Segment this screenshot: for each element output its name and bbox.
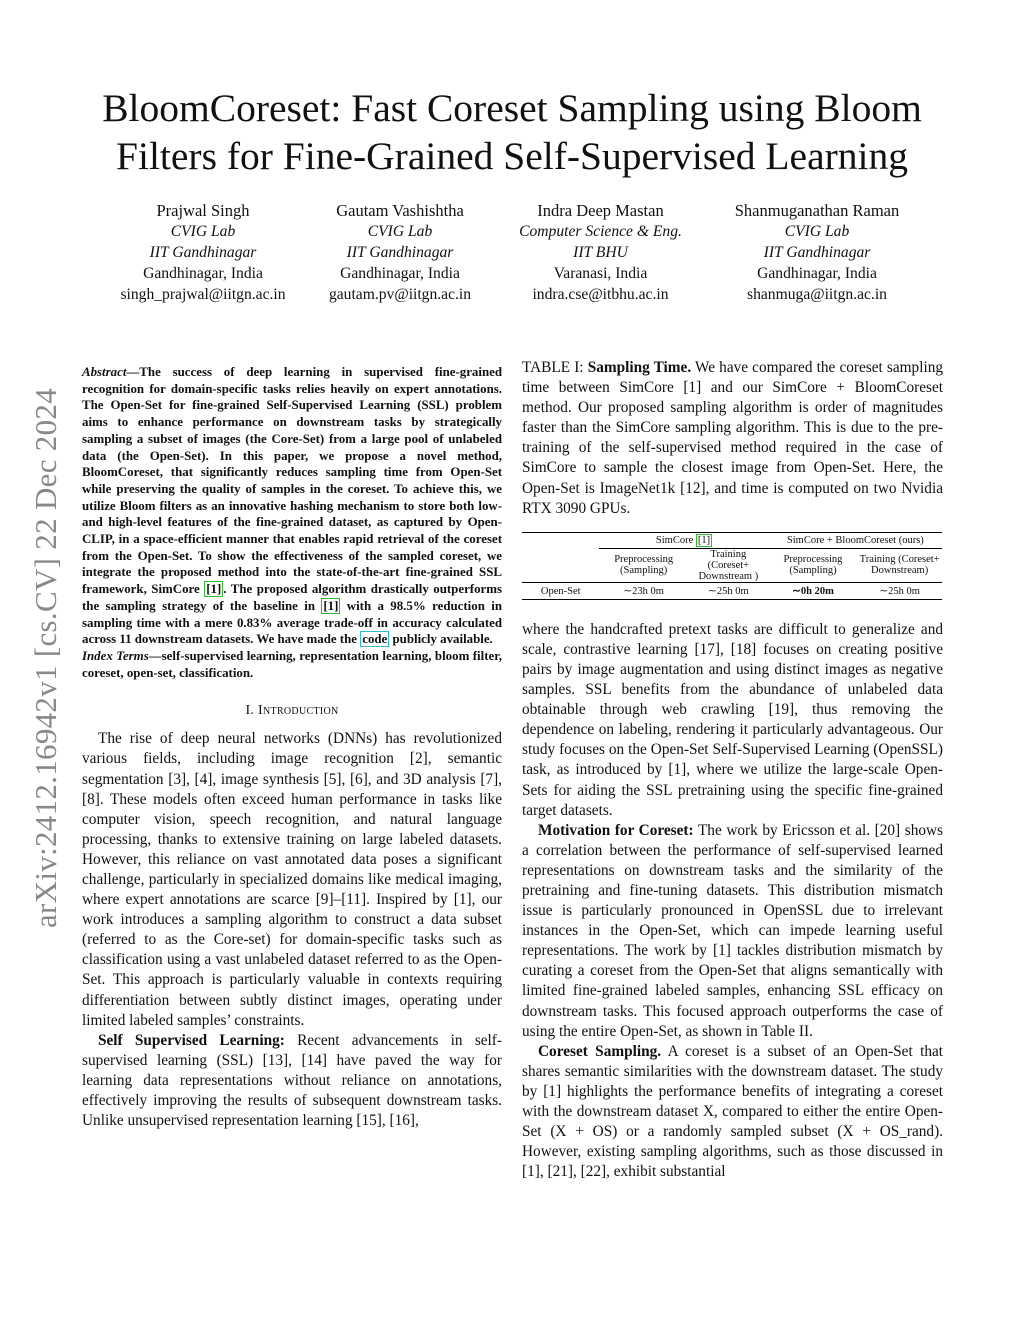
table-column-header: Preprocessing (Sampling) xyxy=(599,548,688,582)
abstract: Abstract—The success of deep learning in supervised fine-grained recognition for domain-specific tasks relies heavily on expert annotations. The Open-Set for fine-grained Self-Supervised Learning (SSL) problem aims to enhance performance on downstream tasks by strategically sampling a subset of images (the Core-Set) from a large pool of unlabeled data (the Open-Set). In this paper, we propose a novel method, BloomCoreset, that significantly reduces sampling time from Open-Set while preserving the quality of samples in the coreset. To achieve this, we utilize Bloom filters as an innovative hashing mechanism to store both low- and high-level features of the fine-grained dataset, as captured by Open-CLIP, in a space-efficient manner that enables rapid retrieval of the coreset from the Open-Set. To show the effectiveness of the sampled coreset, we integrate the proposed method into the state-of-the-art fine-grained SSL framework, SimCore [1] . The proposed algorithm drastically outperforms the sampling strategy of the baseline in [1] with a 98.5% reduction in sampling time with a mere 0.83% average trade-off in accuracy calculated across 11 downstream datasets. We have made the code publicly available. xyxy=(82,365,502,647)
author-email: shanmuga@iitgn.ac.in xyxy=(747,286,887,303)
table-cell: ∼25h 0m xyxy=(857,582,942,599)
body-paragraph: where the handcrafted pretext tasks are difficult to generalize and scale, contrastive learning [17], [18] focuses on creating positive pairs by image augmentation and using distinct images as negative samples. SSL benefits from the abundance of unlabeled data obtainable through web crawling [19], thus removing the dependence on labeling, rendering it particularly advantageous. Our study focuses on the Open-Set Self-Supervised Learning (OpenSSL) task, as introduced by [1], where we utilize the large-scale Open-Sets for aiding the SSL pretraining using the specific fine-grained target datasets. xyxy=(522,620,943,819)
author-email: indra.cse@itbhu.ac.in xyxy=(532,286,669,303)
table-cell: ∼23h 0m xyxy=(599,582,688,599)
motivation-heading: Motivation for Coreset: xyxy=(538,821,694,839)
ssl-paragraph: Self Supervised Learning: Recent advancements in self-supervised learning (SSL) [13], [14] have paved the way for learning data representations without reliance on annotations, effectively improving the results of subsequent downstream tasks. Unlike unsupervised representation learning [15], [16], xyxy=(82,1031,502,1130)
index-terms: Index Terms—self-supervised learning, representation learning, bloom filter, coreset, open-set, classification. xyxy=(82,648,502,680)
motivation-paragraph: Motivation for Coreset: The work by Ericsson et al. [20] shows a correlation between the performance of self-supervised learned representations on downstream tasks and the similarity of the pretraining and fine-tuning datasets. This distribution mismatch issue is particularly pronounced in OpenSSL due to irrelevant instances in the Open-Set, which can impede learning useful representations. The work by [1] tackles distribution mismatch by curating a coreset from the Open-Set that aligns semantically with limited fine-grained labeled samples, enhancing SSL efficacy on downstream tasks. This focused approach outperforms the case of using the entire Open-Set, as shown in Table II. xyxy=(522,821,943,1040)
author-email: gautam.pv@iitgn.ac.in xyxy=(328,286,472,303)
sampling-time-table xyxy=(522,532,942,600)
author-lab: Computer Science & Eng. xyxy=(519,223,682,240)
left-column xyxy=(82,364,502,1131)
author-lab: CVIG Lab xyxy=(784,223,850,240)
author-block xyxy=(108,200,298,305)
author-block xyxy=(498,200,703,305)
table-column-header: Training (Coreset+ Downstream ) xyxy=(688,548,769,582)
author-email: singh_prajwal@iitgn.ac.in xyxy=(120,286,286,303)
author-name: Indra Deep Mastan xyxy=(537,201,664,220)
author-block xyxy=(712,200,922,305)
table-cell: ∼25h 0m xyxy=(688,582,769,599)
code-link[interactable]: code xyxy=(362,632,388,647)
table-row-label: Open-Set xyxy=(522,582,599,599)
citation-link[interactable]: [1] xyxy=(697,534,711,546)
right-column xyxy=(522,358,943,1182)
author-name: Gautam Vashishtha xyxy=(336,201,464,220)
section-heading: I. Introduction xyxy=(245,703,339,719)
abstract-label: Abstract xyxy=(82,365,127,379)
table-caption: TABLE I: Sampling Time. We have compared the coreset sampling time between SimCore [1] and our SimCore + BloomCoreset method. Our proposed sampling algorithm is order of magnitudes faster than the SimCore sampling algorithm. This is due to the pre-training of the self-supervised method required in the case of SimCore to sample the closest image from Open-Set. Here, the Open-Set is ImageNet1k [12], and time is computed on two Nvidia RTX 3090 GPUs. xyxy=(522,359,943,517)
author-block xyxy=(305,200,495,305)
table-group-header: SimCore + BloomCoreset (ours) xyxy=(769,532,942,548)
coreset-heading: Coreset Sampling. xyxy=(538,1042,662,1060)
author-name: Prajwal Singh xyxy=(156,201,250,220)
author-institution: IIT BHU xyxy=(573,244,628,261)
author-location: Gandhinagar, India xyxy=(143,265,263,282)
author-institution: IIT Gandhinagar xyxy=(346,244,454,261)
author-lab: CVIG Lab xyxy=(367,223,433,240)
paper-title: BloomCoreset: Fast Coreset Sampling using Bloom Filters for Fine-Grained Self-Supervised Learning xyxy=(102,86,922,178)
citation-link[interactable]: [1] xyxy=(206,582,222,597)
ssl-heading: Self Supervised Learning: xyxy=(98,1031,285,1049)
table-column-header: Training (Coreset+ Downstream) xyxy=(857,548,942,582)
intro-paragraph: The rise of deep neural networks (DNNs) has revolutionized various fields, including image recognition [2], semantic segmentation [3], [4], image synthesis [5], [6], and 3D analysis [7], [8]. These models often exceed human performance in tasks like computer vision, speech recognition, and natural language processing, thanks to extensive training on large labeled datasets. However, this reliance on vast annotated data poses a significant challenge, particularly in specialized domains like medical imaging, where expert annotations are scarce [9]–[11]. Inspired by [1], our work introduces a sampling algorithm to construct a data subset (referred to as the Core-set) for domain-specific tasks such as classification using a vast unlabeled dataset referred to as the Open-Set. This approach is particularly valuable in contexts requiring differentiation between subtly distinct images, operating under limited labeled samples’ constraints. xyxy=(82,730,502,1029)
author-location: Gandhinagar, India xyxy=(757,265,877,282)
author-institution: IIT Gandhinagar xyxy=(763,244,871,261)
author-location: Gandhinagar, India xyxy=(340,265,460,282)
arxiv-sidebar-stamp xyxy=(28,358,64,958)
table-group-header: SimCore [1] xyxy=(599,532,768,548)
coreset-paragraph: Coreset Sampling. A coreset is a subset of an Open-Set that shares semantic similarities with the downstream dataset. The study by [1] highlights the performance benefits of integrating a coreset with the downstream dataset X, compared to either the entire Open-Set (X + OS) or a randomly sampled subset (X + OS_rand). However, existing sampling algorithms, such as those discussed in [1], [21], [22], exhibit substantial xyxy=(522,1042,944,1181)
author-location: Varanasi, India xyxy=(553,265,648,282)
author-institution: IIT Gandhinagar xyxy=(149,244,257,261)
table-cell: ∼0h 20m xyxy=(769,582,858,599)
author-name: Shanmuganathan Raman xyxy=(734,201,900,220)
author-lab: CVIG Lab xyxy=(170,223,236,240)
index-terms-label: Index Terms xyxy=(82,648,149,663)
table-column-header: Preprocessing (Sampling) xyxy=(769,548,858,582)
citation-link[interactable]: [1] xyxy=(323,598,339,613)
arxiv-id: arXiv:2412.16942v1 [cs.CV] 22 Dec 2024 xyxy=(28,387,63,929)
